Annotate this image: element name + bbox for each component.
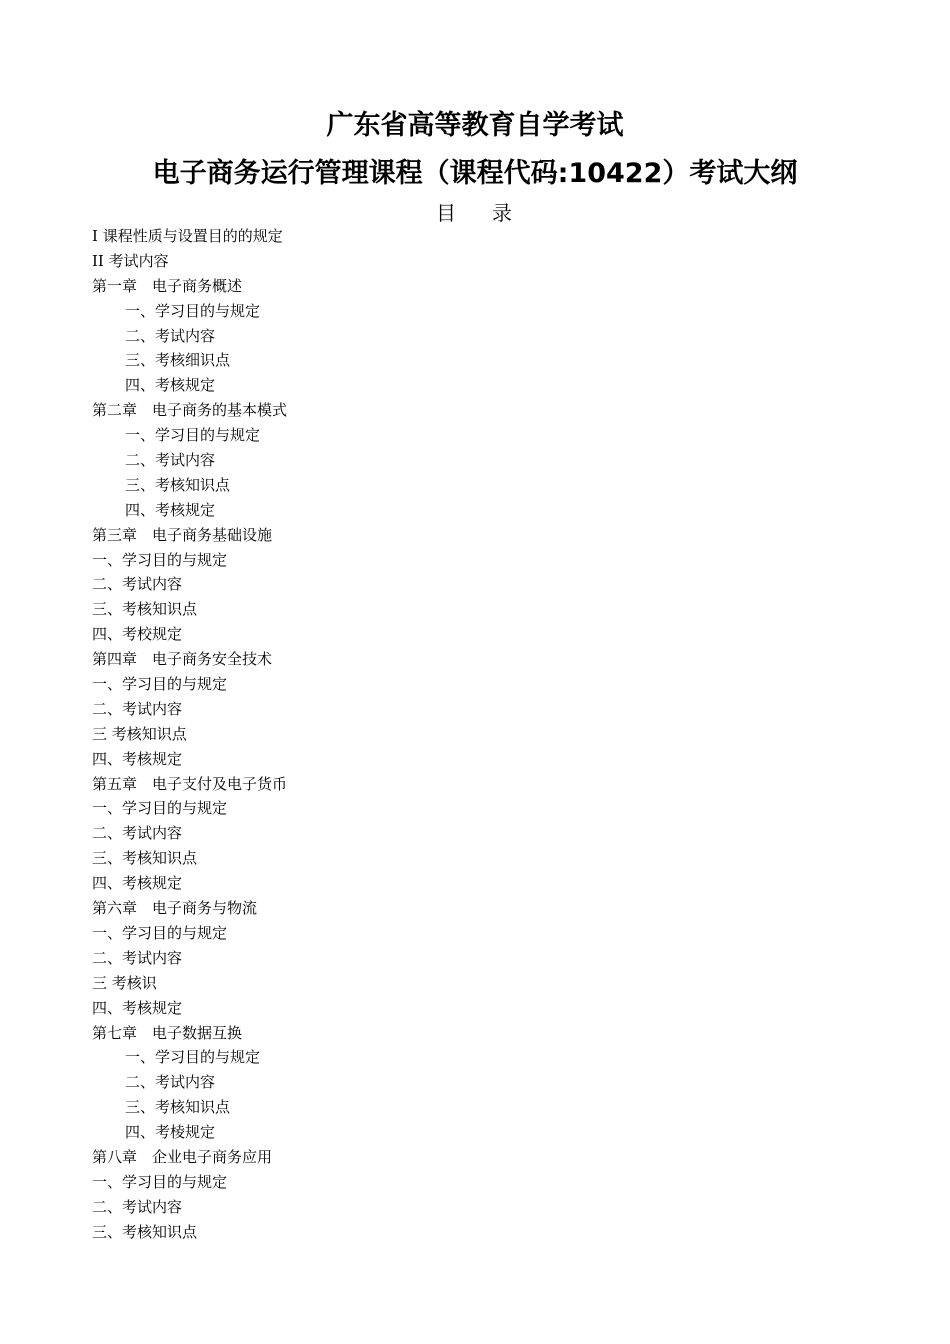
toc-entry: 第二章 电子商务的基本模式 — [92, 401, 288, 420]
toc-entry: 二、考试内容 — [92, 824, 183, 843]
toc-entry: 二、考试内容 — [125, 451, 216, 470]
toc-entry: 三、考核知识点 — [125, 475, 231, 494]
toc-heading-char: 录 — [492, 201, 514, 225]
toc-entry: 四、考校规定 — [92, 625, 183, 644]
toc-entry: 一、学习目的与规定 — [92, 923, 228, 942]
toc-entry: 第八章 企业电子商务应用 — [92, 1147, 273, 1166]
toc-entry: 三 考核知识点 — [92, 724, 187, 743]
toc-entry: 二、考试内容 — [92, 948, 183, 967]
toc-heading — [0, 199, 950, 227]
toc-entry: 四、考核规定 — [125, 500, 216, 519]
toc-entry: 一、学习目的与规定 — [92, 550, 228, 569]
toc-entry: 一、学习目的与规定 — [125, 301, 261, 320]
table-of-contents — [92, 224, 892, 1245]
toc-entry: 四、考核规定 — [125, 376, 216, 395]
toc-entry: 第七章 电子数据互换 — [92, 1023, 243, 1042]
toc-entry: 二、考试内容 — [92, 575, 183, 594]
toc-entry: 第五章 电子支付及电子货币 — [92, 774, 288, 793]
toc-entry: 二、考试内容 — [92, 1197, 183, 1216]
document-subtitle: 电子商务运行管理课程（课程代码:10422）考试大纲 — [152, 158, 798, 189]
toc-entry: 第六章 电子商务与物流 — [92, 899, 258, 918]
toc-entry: 三、考核知识点 — [92, 1222, 198, 1241]
toc-entry: 二、考试内容 — [125, 326, 216, 345]
toc-entry: 三 考核识 — [92, 973, 157, 992]
toc-entry: 四、考核规定 — [92, 874, 183, 893]
toc-entry: 三、考核知识点 — [92, 849, 198, 868]
toc-entry: 三、考核细识点 — [125, 351, 231, 370]
toc-entry: 四、考棱规定 — [125, 1123, 216, 1142]
toc-entry: 四、考核规定 — [92, 749, 183, 768]
toc-entry: 第四章 电子商务安全技术 — [92, 650, 273, 669]
toc-entry: I 课程性质与设置目的的规定 — [92, 227, 283, 245]
document-title: 广东省高等教育自学考试 — [326, 110, 624, 141]
toc-entry: 一、学习目的与规定 — [92, 799, 228, 818]
toc-entry: 一、学习目的与规定 — [92, 1172, 228, 1191]
toc-entry: 一、学习目的与规定 — [125, 426, 261, 445]
toc-heading-char: 目 — [436, 201, 458, 225]
toc-entry: II 考试内容 — [92, 251, 169, 270]
toc-entry: 一、学习目的与规定 — [92, 675, 228, 694]
toc-entry: 第一章 电子商务概述 — [92, 276, 243, 295]
toc-entry: 三、考核知识点 — [92, 600, 198, 619]
toc-entry: 四、考核规定 — [92, 998, 183, 1017]
toc-entry: 第三章 电子商务基础设施 — [92, 525, 273, 544]
toc-entry: 二、考试内容 — [92, 699, 183, 718]
toc-entry: 三、考核知识点 — [125, 1098, 231, 1117]
toc-entry: 一、学习目的与规定 — [125, 1048, 261, 1067]
toc-entry: 二、考试内容 — [125, 1073, 216, 1092]
